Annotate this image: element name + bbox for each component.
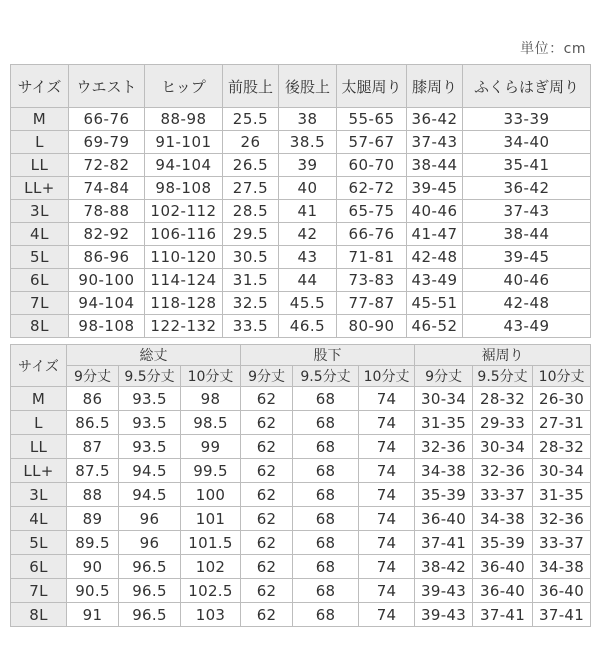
table1-header-cell: 膝周り (407, 65, 463, 108)
table-cell: 74 (359, 483, 415, 507)
table-cell: 88 (67, 483, 119, 507)
table-cell: 80-90 (337, 315, 407, 338)
table-cell: 28-32 (473, 387, 533, 411)
table2-subheader: 9分丈 (241, 366, 293, 387)
table-cell: 62-72 (337, 177, 407, 200)
table-cell: 32-36 (415, 435, 473, 459)
table-cell: 62 (241, 459, 293, 483)
table-cell: 118-128 (145, 292, 223, 315)
table2-subheader-row (11, 366, 591, 387)
table-cell: 38-44 (463, 223, 591, 246)
table-cell: 74 (359, 555, 415, 579)
size-label-cell: 4L (11, 223, 69, 246)
table-cell: 66-76 (69, 108, 145, 131)
table2-row (11, 483, 591, 507)
table-cell: 39-43 (415, 603, 473, 627)
table1-row (11, 223, 591, 246)
table-cell: 37-41 (473, 603, 533, 627)
table-cell: 96 (119, 531, 181, 555)
table2-group-header: 裾周り (415, 345, 591, 366)
table-cell: 26.5 (223, 154, 279, 177)
table2-subheader: 9.5分丈 (119, 366, 181, 387)
table-cell: 62 (241, 483, 293, 507)
table-cell: 86 (67, 387, 119, 411)
table-cell: 39-45 (407, 177, 463, 200)
table-cell: 39-43 (415, 579, 473, 603)
table-cell: 77-87 (337, 292, 407, 315)
table2-group-header: 股下 (241, 345, 415, 366)
table-cell: 31-35 (533, 483, 591, 507)
size-label-cell: 8L (11, 603, 67, 627)
table-cell: 62 (241, 387, 293, 411)
table-cell: 88-98 (145, 108, 223, 131)
table-cell: 74 (359, 579, 415, 603)
table-cell: 68 (293, 531, 359, 555)
table-cell: 68 (293, 483, 359, 507)
table-cell: 96.5 (119, 555, 181, 579)
table-cell: 25.5 (223, 108, 279, 131)
table2-subheader: 9分丈 (67, 366, 119, 387)
table-cell: 27-31 (533, 411, 591, 435)
table-cell: 34-38 (415, 459, 473, 483)
size-measurements-table (10, 64, 591, 338)
table1-row (11, 154, 591, 177)
table-cell: 36-42 (463, 177, 591, 200)
table-cell: 45.5 (279, 292, 337, 315)
table-cell: 68 (293, 507, 359, 531)
table-cell: 46.5 (279, 315, 337, 338)
table-cell: 43-49 (407, 269, 463, 292)
table-cell: 30.5 (223, 246, 279, 269)
table-cell: 40-46 (463, 269, 591, 292)
table2-row (11, 411, 591, 435)
table-cell: 38 (279, 108, 337, 131)
table-cell: 68 (293, 579, 359, 603)
table-cell: 31.5 (223, 269, 279, 292)
table-cell: 32-36 (473, 459, 533, 483)
size-label-cell: LL+ (11, 177, 69, 200)
table-cell: 74 (359, 507, 415, 531)
table-cell: 34-40 (463, 131, 591, 154)
table-cell: 101 (181, 507, 241, 531)
table-cell: 62 (241, 603, 293, 627)
table1-header-cell: 後股上 (279, 65, 337, 108)
table-cell: 74 (359, 435, 415, 459)
table-cell: 114-124 (145, 269, 223, 292)
table-cell: 74 (359, 387, 415, 411)
table1-header-cell: ヒップ (145, 65, 223, 108)
table-cell: 90-100 (69, 269, 145, 292)
size-label-cell: 7L (11, 292, 69, 315)
table-cell: 74-84 (69, 177, 145, 200)
table-cell: 30-34 (533, 459, 591, 483)
table-cell: 89 (67, 507, 119, 531)
table1-header-cell: ふくらはぎ周り (463, 65, 591, 108)
table-cell: 101.5 (181, 531, 241, 555)
table-cell: 39-45 (463, 246, 591, 269)
table-cell: 71-81 (337, 246, 407, 269)
table-cell: 82-92 (69, 223, 145, 246)
table-cell: 68 (293, 411, 359, 435)
table-cell: 44 (279, 269, 337, 292)
table-cell: 89.5 (67, 531, 119, 555)
table-cell: 93.5 (119, 411, 181, 435)
table2-group-header: 総丈 (67, 345, 241, 366)
table-cell: 30-34 (415, 387, 473, 411)
table2-row (11, 387, 591, 411)
table-cell: 39 (279, 154, 337, 177)
table-cell: 37-43 (407, 131, 463, 154)
table2-subheader: 9分丈 (415, 366, 473, 387)
table-cell: 103 (181, 603, 241, 627)
table-cell: 42 (279, 223, 337, 246)
table-cell: 93.5 (119, 387, 181, 411)
table-cell: 110-120 (145, 246, 223, 269)
table-cell: 37-41 (415, 531, 473, 555)
table-cell: 40-46 (407, 200, 463, 223)
table-cell: 102 (181, 555, 241, 579)
table-cell: 122-132 (145, 315, 223, 338)
table1-row (11, 315, 591, 338)
size-label-cell: 4L (11, 507, 67, 531)
table-cell: 99 (181, 435, 241, 459)
table-cell: 41 (279, 200, 337, 223)
table-cell: 90.5 (67, 579, 119, 603)
unit-label: 単位：cm (520, 41, 586, 57)
size-label-cell: M (11, 387, 67, 411)
table-cell: 42-48 (463, 292, 591, 315)
table-cell: 33.5 (223, 315, 279, 338)
table-cell: 26-30 (533, 387, 591, 411)
table-cell: 96 (119, 507, 181, 531)
table-cell: 31-35 (415, 411, 473, 435)
table-cell: 98 (181, 387, 241, 411)
table-cell: 36-40 (533, 579, 591, 603)
table2-row (11, 459, 591, 483)
table-cell: 35-41 (463, 154, 591, 177)
table-cell: 74 (359, 531, 415, 555)
table-cell: 38-42 (415, 555, 473, 579)
table1-header-cell: サイズ (11, 65, 69, 108)
table2-subheader: 10分丈 (359, 366, 415, 387)
table1-header-row (11, 65, 591, 108)
table-cell: 62 (241, 579, 293, 603)
table-cell: 29.5 (223, 223, 279, 246)
table-cell: 93.5 (119, 435, 181, 459)
table2-row (11, 435, 591, 459)
table-cell: 28.5 (223, 200, 279, 223)
table-cell: 28-32 (533, 435, 591, 459)
table-cell: 66-76 (337, 223, 407, 246)
size-label-cell: L (11, 411, 67, 435)
table-cell: 68 (293, 603, 359, 627)
table-cell: 98-108 (69, 315, 145, 338)
table2-row (11, 531, 591, 555)
table-cell: 62 (241, 531, 293, 555)
table1-row (11, 269, 591, 292)
table-cell: 91 (67, 603, 119, 627)
table-cell: 102-112 (145, 200, 223, 223)
size-label-cell: 3L (11, 200, 69, 223)
table2-body (11, 387, 591, 627)
length-measurements-table (10, 344, 591, 627)
table-cell: 99.5 (181, 459, 241, 483)
table-cell: 36-40 (415, 507, 473, 531)
size-label-cell: 5L (11, 246, 69, 269)
table-cell: 106-116 (145, 223, 223, 246)
table-cell: 33-37 (473, 483, 533, 507)
table1-header-cell: 太腿周り (337, 65, 407, 108)
table-cell: 43 (279, 246, 337, 269)
table-cell: 33-37 (533, 531, 591, 555)
table2-group-header-row (11, 345, 591, 366)
size-label-cell: 6L (11, 269, 69, 292)
table-cell: 32.5 (223, 292, 279, 315)
table-cell: 68 (293, 555, 359, 579)
table-cell: 33-39 (463, 108, 591, 131)
table-cell: 87 (67, 435, 119, 459)
table-cell: 98.5 (181, 411, 241, 435)
table-cell: 45-51 (407, 292, 463, 315)
table-cell: 94.5 (119, 459, 181, 483)
table2-row (11, 507, 591, 531)
table-cell: 41-47 (407, 223, 463, 246)
table-cell: 34-38 (473, 507, 533, 531)
table-cell: 29-33 (473, 411, 533, 435)
table-cell: 78-88 (69, 200, 145, 223)
table-cell: 74 (359, 459, 415, 483)
table-cell: 96.5 (119, 579, 181, 603)
table-cell: 86.5 (67, 411, 119, 435)
size-label-cell: LL (11, 154, 69, 177)
table1-row (11, 131, 591, 154)
table-cell: 68 (293, 387, 359, 411)
table-cell: 96.5 (119, 603, 181, 627)
table-cell: 40 (279, 177, 337, 200)
table1-header-cell: ウエスト (69, 65, 145, 108)
table-cell: 94.5 (119, 483, 181, 507)
table-cell: 65-75 (337, 200, 407, 223)
table-cell: 42-48 (407, 246, 463, 269)
table-cell: 68 (293, 459, 359, 483)
table2-subheader: 10分丈 (181, 366, 241, 387)
table2-subheader: 9.5分丈 (293, 366, 359, 387)
table-cell: 32-36 (533, 507, 591, 531)
table1-row (11, 177, 591, 200)
table-cell: 73-83 (337, 269, 407, 292)
table-cell: 57-67 (337, 131, 407, 154)
table-cell: 36-40 (473, 579, 533, 603)
table-cell: 62 (241, 507, 293, 531)
table2-size-header: サイズ (11, 345, 67, 387)
table1-row (11, 292, 591, 315)
table-cell: 38.5 (279, 131, 337, 154)
table-cell: 34-38 (533, 555, 591, 579)
table1-row (11, 200, 591, 223)
size-label-cell: 5L (11, 531, 67, 555)
table-cell: 100 (181, 483, 241, 507)
size-label-cell: LL (11, 435, 67, 459)
table-cell: 37-41 (533, 603, 591, 627)
size-label-cell: 8L (11, 315, 69, 338)
size-label-cell: L (11, 131, 69, 154)
table-cell: 43-49 (463, 315, 591, 338)
table-cell: 26 (223, 131, 279, 154)
table-cell: 72-82 (69, 154, 145, 177)
table-cell: 91-101 (145, 131, 223, 154)
table-cell: 74 (359, 411, 415, 435)
table1-body (11, 108, 591, 338)
table-cell: 94-104 (69, 292, 145, 315)
table-cell: 46-52 (407, 315, 463, 338)
table-cell: 102.5 (181, 579, 241, 603)
table-cell: 30-34 (473, 435, 533, 459)
table-cell: 68 (293, 435, 359, 459)
table-cell: 62 (241, 435, 293, 459)
size-label-cell: LL+ (11, 459, 67, 483)
table-cell: 35-39 (473, 531, 533, 555)
table1-row (11, 246, 591, 269)
table-cell: 87.5 (67, 459, 119, 483)
table-cell: 38-44 (407, 154, 463, 177)
size-label-cell: 3L (11, 483, 67, 507)
table-cell: 60-70 (337, 154, 407, 177)
table2-subheader: 9.5分丈 (473, 366, 533, 387)
size-label-cell: M (11, 108, 69, 131)
table-cell: 35-39 (415, 483, 473, 507)
table-cell: 86-96 (69, 246, 145, 269)
table-cell: 55-65 (337, 108, 407, 131)
table-cell: 36-40 (473, 555, 533, 579)
size-label-cell: 6L (11, 555, 67, 579)
table1-row (11, 108, 591, 131)
size-label-cell: 7L (11, 579, 67, 603)
table-cell: 27.5 (223, 177, 279, 200)
table-cell: 98-108 (145, 177, 223, 200)
table-cell: 94-104 (145, 154, 223, 177)
table-cell: 62 (241, 555, 293, 579)
table-cell: 69-79 (69, 131, 145, 154)
table2-row (11, 555, 591, 579)
table-cell: 62 (241, 411, 293, 435)
table-cell: 90 (67, 555, 119, 579)
table-cell: 36-42 (407, 108, 463, 131)
table-cell: 37-43 (463, 200, 591, 223)
table2-row (11, 579, 591, 603)
table1-header-cell: 前股上 (223, 65, 279, 108)
table2-row (11, 603, 591, 627)
table2-subheader: 10分丈 (533, 366, 591, 387)
table-cell: 74 (359, 603, 415, 627)
